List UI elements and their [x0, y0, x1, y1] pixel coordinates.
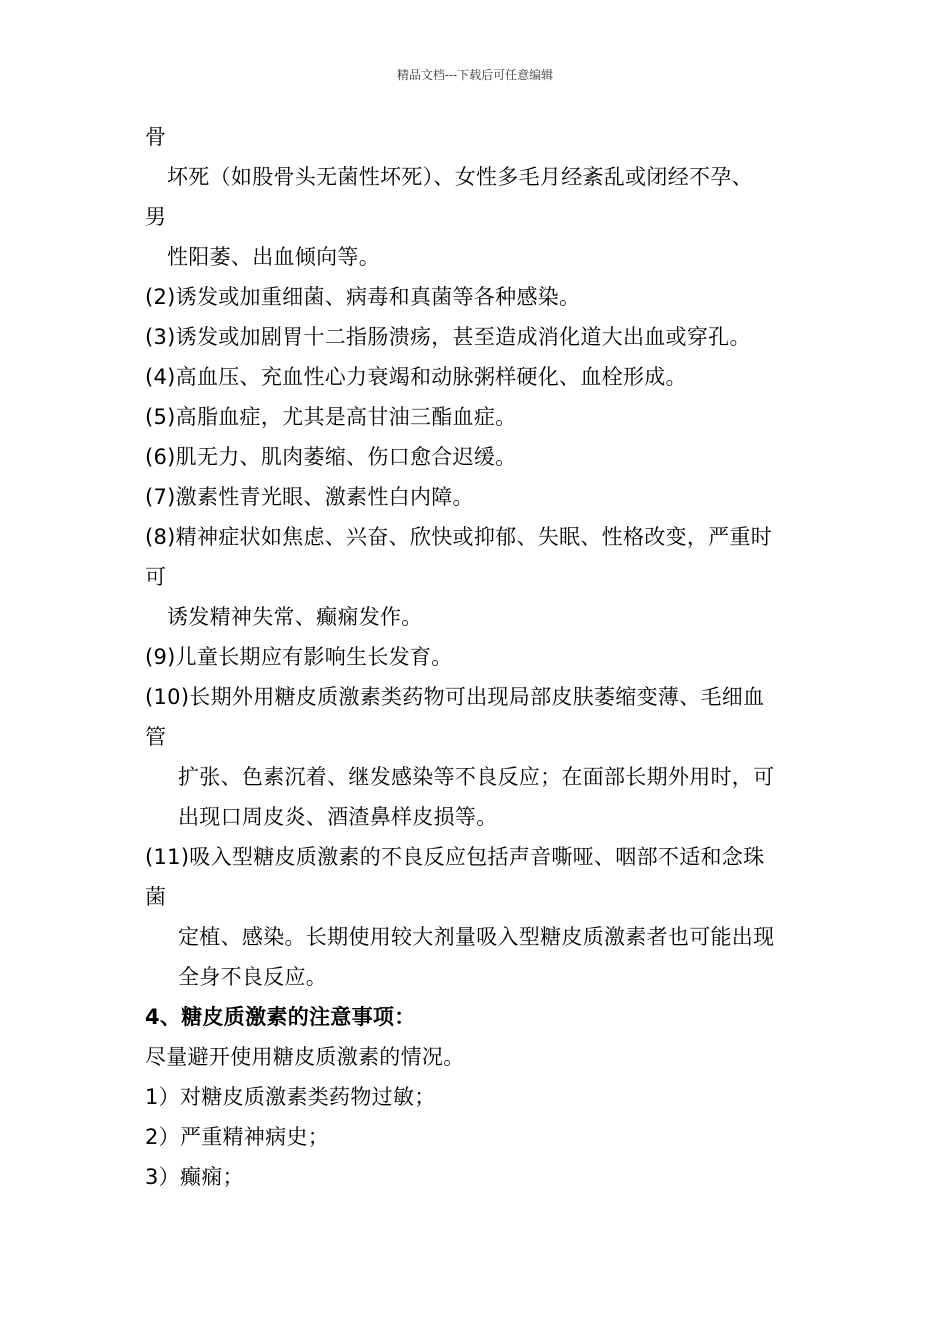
list-item: (10)长期外用糖皮质激素类药物可出现局部皮肤萎缩变薄、毛细血 — [145, 685, 765, 709]
list-item: (4)高血压、充血性心力衰竭和动脉粥样硬化、血栓形成。 — [145, 365, 687, 389]
list-item: (6)肌无力、肌肉萎缩、伤口愈合迟缓。 — [145, 445, 517, 469]
text-line: 骨 — [145, 125, 167, 149]
text-line: 尽量避开使用糖皮质激素的情况。 — [145, 1045, 465, 1069]
list-item: 2）严重精神病史； — [145, 1125, 330, 1149]
text-line: 全身不良反应。 — [178, 965, 328, 989]
text-line: 可 — [145, 565, 167, 589]
text-line: 性阳萎、出血倾向等。 — [167, 245, 380, 269]
list-item: (9)儿童长期应有影响生长发育。 — [145, 645, 453, 669]
document-body — [145, 117, 825, 1197]
text-line: 出现口周皮炎、酒渣鼻样皮损等。 — [178, 805, 498, 829]
list-item: (11)吸入型糖皮质激素的不良反应包括声音嘶哑、咽部不适和念珠 — [145, 845, 765, 869]
text-line: 菌 — [145, 885, 167, 909]
list-item: (5)高脂血症，尤其是高甘油三酯血症。 — [145, 405, 517, 429]
list-item: 1）对糖皮质激素类药物过敏； — [145, 1085, 436, 1109]
list-item: (2)诱发或加重细菌、病毒和真菌等各种感染。 — [145, 285, 581, 309]
text-line: 坏死（如股骨头无菌性坏死）、女性多毛月经紊乱或闭经不孕、 — [167, 165, 753, 189]
text-line: 定植、感染。长期使用较大剂量吸入型糖皮质激素者也可能出现 — [178, 925, 775, 949]
text-line: 扩张、色素沉着、继发感染等不良反应；在面部长期外用时，可 — [178, 765, 775, 789]
section-heading: 4、糖皮质激素的注意事项： — [145, 1005, 416, 1029]
list-item: 3）癫痫； — [145, 1165, 244, 1189]
text-line: 管 — [145, 725, 167, 749]
list-item: (8)精神症状如焦虑、兴奋、欣快或抑郁、失眠、性格改变，严重时 — [145, 525, 773, 549]
page-header: 精品文档---下载后可任意编辑 — [396, 68, 554, 82]
text-line: 诱发精神失常、癫痫发作。 — [167, 605, 423, 629]
list-item: (7)激素性青光眼、激素性白内障。 — [145, 485, 474, 509]
list-item: (3)诱发或加剧胃十二指肠溃疡，甚至造成消化道大出血或穿孔。 — [145, 325, 751, 349]
text-line: 男 — [145, 205, 167, 229]
